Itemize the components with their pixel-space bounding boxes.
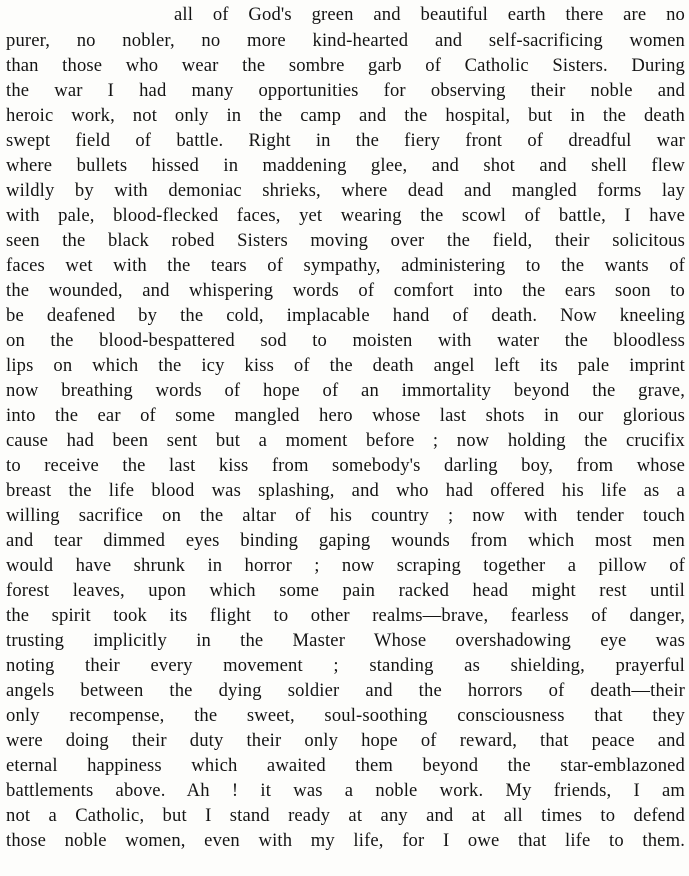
text-line-7: where bullets hissed in maddening glee, and shot and shell flew: [6, 155, 685, 176]
text-line-4: the war I had many opportunities for observing their noble and: [6, 80, 685, 101]
text-line-22: and tear dimmed eyes binding gaping wounds from which most men: [6, 530, 685, 551]
text-line-23: would have shrunk in horror ; now scraping together a pillow of: [6, 555, 685, 576]
text-line-1: all of God's green and beautiful earth there are no: [174, 4, 685, 25]
text-line-13: be deafened by the cold, implacable hand of death. Now kneeling: [6, 305, 685, 326]
text-line-20: breast the life blood was splashing, and who had offered his life as a: [6, 480, 685, 501]
text-line-31: eternal happiness which awaited them beyond the star-emblazoned: [6, 755, 685, 776]
text-line-17: into the ear of some mangled hero whose last shots in our glorious: [6, 405, 685, 426]
text-line-10: seen the black robed Sisters moving over the field, their solicitous: [6, 230, 685, 251]
text-line-24: forest leaves, upon which some pain racked head might rest until: [6, 580, 685, 601]
text-line-28: angels between the dying soldier and the horrors of death—their: [6, 680, 685, 701]
text-line-25: the spirit took its flight to other realms—brave, fearless of danger,: [6, 605, 685, 626]
text-line-5: heroic work, not only in the camp and the hospital, but in the death: [6, 105, 685, 126]
text-line-19: to receive the last kiss from somebody's darling boy, from whose: [6, 455, 685, 476]
text-line-33: not a Catholic, but I stand ready at any and at all times to defend: [6, 805, 685, 826]
text-line-9: with pale, blood-flecked faces, yet wearing the scowl of battle, I have: [6, 205, 685, 226]
text-line-6: swept field of battle. Right in the fiery front of dreadful war: [6, 130, 685, 151]
text-line-8: wildly by with demoniac shrieks, where dead and mangled forms lay: [6, 180, 685, 201]
text-line-3: than those who wear the sombre garb of Catholic Sisters. During: [6, 55, 685, 76]
text-line-18: cause had been sent but a moment before ; now holding the crucifix: [6, 430, 685, 451]
text-line-21: willing sacrifice on the altar of his country ; now with tender touch: [6, 505, 685, 526]
text-line-30: were doing their duty their only hope of reward, that peace and: [6, 730, 685, 751]
text-line-16: now breathing words of hope of an immortality beyond the grave,: [6, 380, 685, 401]
text-line-29: only recompense, the sweet, soul-soothing consciousness that they: [6, 705, 685, 726]
text-line-2: purer, no nobler, no more kind-hearted and self-sacrificing women: [6, 30, 685, 51]
text-line-34: those noble women, even with my life, for I owe that life to them.: [6, 830, 685, 851]
text-line-32: battlements above. Ah ! it was a noble work. My friends, I am: [6, 780, 685, 801]
text-line-15: lips on which the icy kiss of the death angel left its pale imprint: [6, 355, 685, 376]
text-line-12: the wounded, and whispering words of comfort into the ears soon to: [6, 280, 685, 301]
text-line-26: trusting implicitly in the Master Whose overshadowing eye was: [6, 630, 685, 651]
text-line-27: noting their every movement ; standing as shielding, prayerful: [6, 655, 685, 676]
text-line-14: on the blood-bespattered sod to moisten with water the bloodless: [6, 330, 685, 351]
text-line-11: faces wet with the tears of sympathy, administering to the wants of: [6, 255, 685, 276]
